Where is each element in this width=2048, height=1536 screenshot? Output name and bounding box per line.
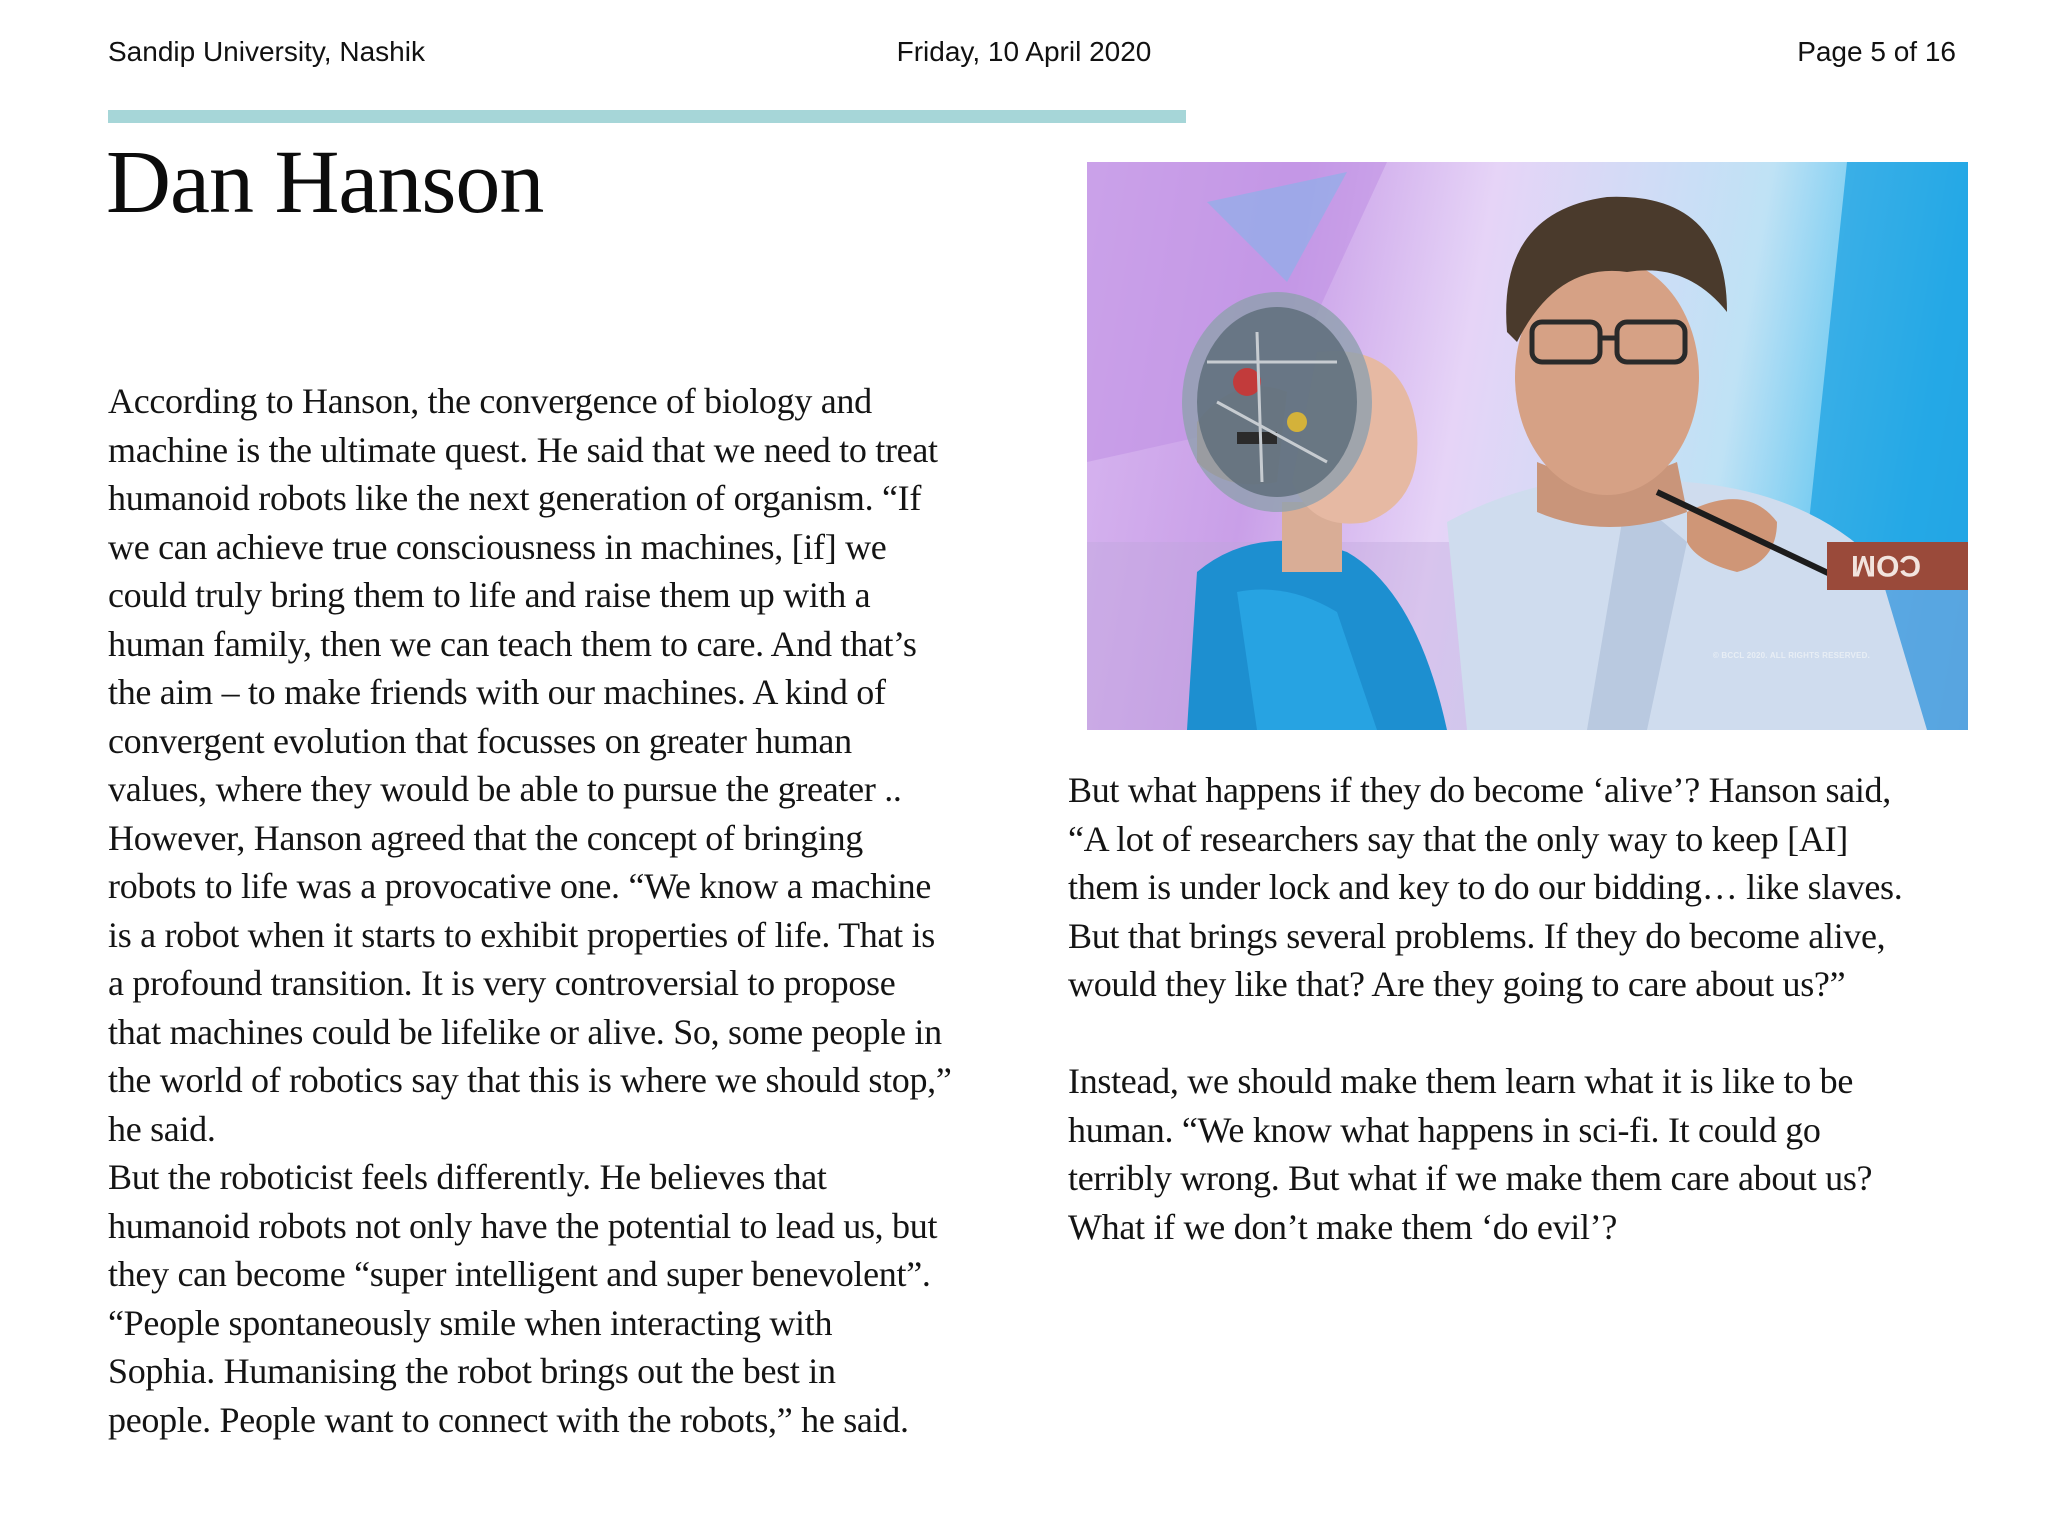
text-line: machine is the ultimate quest. He said that we need to treat <box>108 429 938 470</box>
header-institution: Sandip University, Nashik <box>108 36 425 67</box>
paragraph-gap <box>1068 1009 1988 1058</box>
text-line: the world of robotics say that this is where we should stop,” <box>108 1060 952 1100</box>
text-line: humanoid robots like the next generation of organism. “If <box>108 478 922 518</box>
sign-text: COM <box>1851 549 1921 582</box>
text-line: terribly wrong. But what if we make them care about us? <box>1068 1158 1873 1198</box>
text-line: But what happens if they do become ‘alive’? Hanson said, <box>1068 770 1891 810</box>
text-line: What if we don’t make them ‘do evil’? <box>1068 1206 1618 1247</box>
title-accent-bar <box>108 110 1186 123</box>
header-page-number: Page 5 of 16 <box>1797 36 1956 67</box>
text-line: However, Hanson agreed that the concept of bringing <box>108 817 863 858</box>
text-line: them is under lock and key to do our bidding… like slaves. <box>1068 867 1903 907</box>
photo-copyright: © BCCL 2020. ALL RIGHTS RESERVED. <box>1712 651 1870 660</box>
text-line: Instead, we should make them learn what it is like to be <box>1068 1061 1853 1101</box>
text-line: According to Hanson, the convergence of biology and <box>108 381 872 421</box>
article-title: Dan Hanson <box>106 133 544 232</box>
text-line: “A lot of researchers say that the only way to keep [AI] <box>1068 818 1848 859</box>
text-line: humanoid robots not only have the potential to lead us, but <box>108 1205 938 1246</box>
text-line: we can achieve true consciousness in machines, [if] we <box>108 526 887 567</box>
text-line: Sophia. Humanising the robot brings out the best in <box>108 1351 836 1391</box>
header-date: Friday, 10 April 2020 <box>896 36 1152 67</box>
text-line: is a robot when it starts to exhibit properties of life. That is <box>108 914 935 955</box>
text-line: he said. <box>108 1108 216 1149</box>
text-line: But the roboticist feels differently. He believes that <box>108 1157 827 1197</box>
text-line: values, where they would be able to pursue the greater .. <box>108 769 902 809</box>
article-photo <box>1087 162 1968 730</box>
text-line: they can become “super intelligent and super benevolent”. <box>108 1254 931 1294</box>
photo-man-with-humanoid-robot-icon <box>1087 162 1968 730</box>
text-line: human family, then we can teach them to care. And that’s <box>108 623 917 664</box>
left-column-text <box>108 377 1008 1444</box>
text-line: convergent evolution that focusses on greater human <box>108 720 852 761</box>
text-line: that machines could be lifelike or alive. So, some people in <box>108 1011 942 1052</box>
text-line: would they like that? Are they going to care about us?” <box>1068 964 1846 1004</box>
text-line: human. “We know what happens in sci-fi. It could go <box>1068 1109 1821 1150</box>
right-column-text <box>1068 766 1988 1251</box>
text-line: a profound transition. It is very controversial to propose <box>108 963 896 1003</box>
text-line: people. People want to connect with the robots,” he said. <box>108 1399 909 1440</box>
text-line: robots to life was a provocative one. “We know a machine <box>108 866 932 906</box>
text-line: the aim – to make friends with our machines. A kind of <box>108 672 886 712</box>
text-line: “People spontaneously smile when interacting with <box>108 1302 833 1343</box>
text-line: could truly bring them to life and raise them up with a <box>108 575 871 615</box>
text-line: But that brings several problems. If they do become alive, <box>1068 915 1886 956</box>
